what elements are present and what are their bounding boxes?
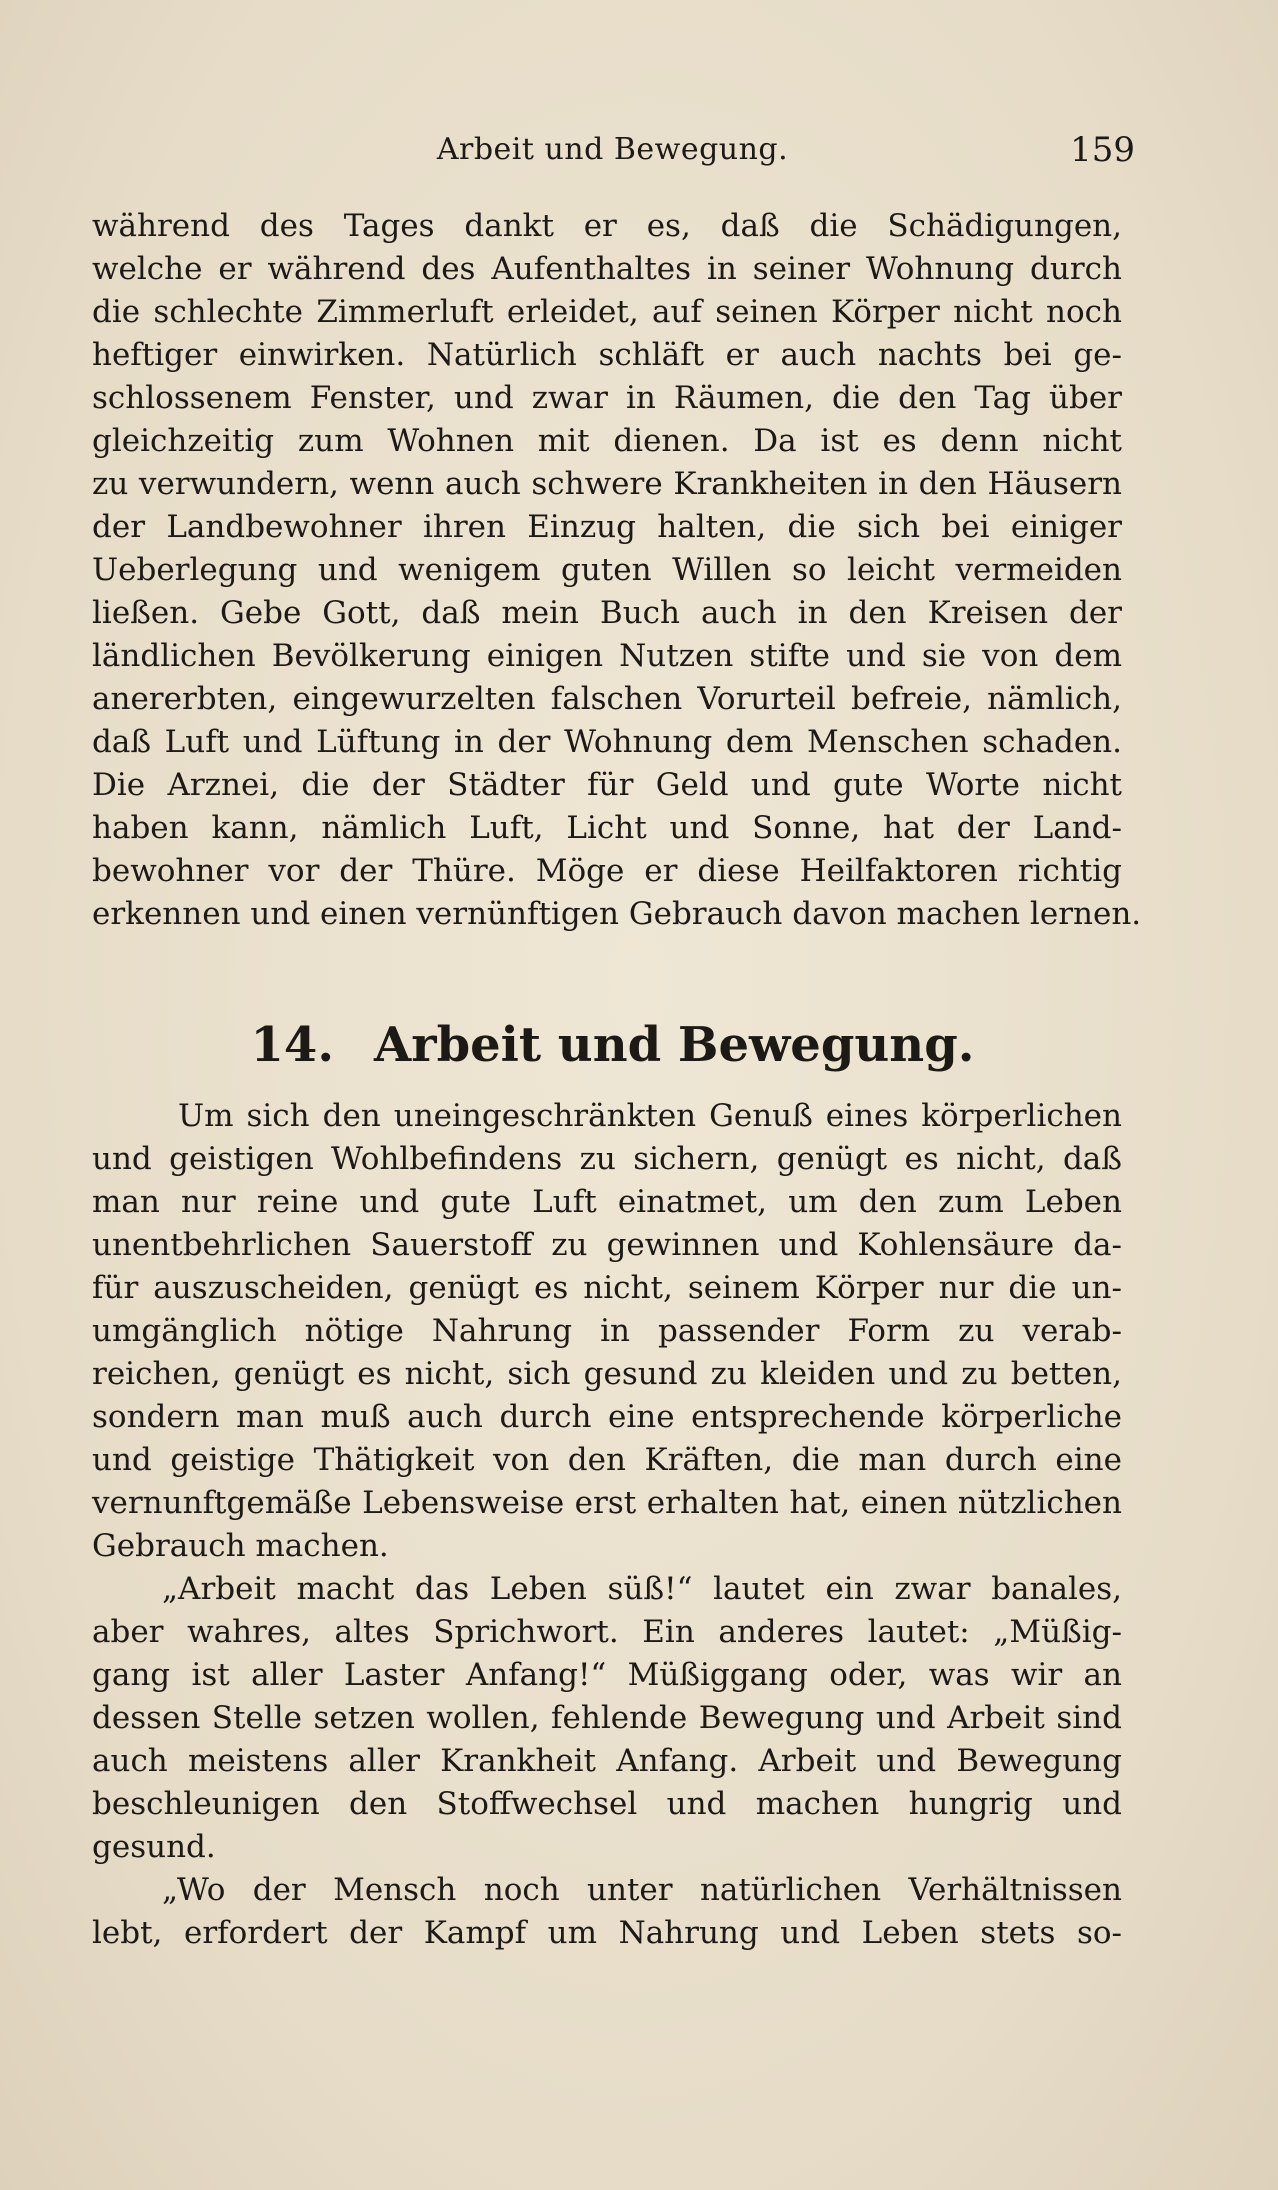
text-line: lebt, erfordert der Kampf um Nahrung und Leben stets so- — [92, 1915, 1122, 1951]
chapter-number: 14. — [250, 1017, 335, 1073]
text-line: man nur reine und gute Luft einatmet, um den zum Leben — [92, 1184, 1122, 1220]
text-line: zu verwundern, wenn auch schwere Krankheiten in den Häusern — [92, 466, 1122, 502]
text-line: reichen, genügt es nicht, sich gesund zu kleiden und zu betten, — [92, 1356, 1122, 1392]
text-line: daß Luft und Lüftung in der Wohnung dem Menschen schaden. — [92, 724, 1122, 760]
text-line: ländlichen Bevölkerung einigen Nutzen stifte und sie von dem — [92, 638, 1122, 674]
text-line: gang ist aller Laster Anfang!“ Müßiggang oder, was wir an — [92, 1657, 1122, 1693]
text-line: gesund. — [92, 1829, 216, 1865]
text-line: anererbten, eingewurzelten falschen Vorurteil befreie, nämlich, — [92, 681, 1122, 717]
text-line: umgänglich nötige Nahrung in passender Form zu verab- — [92, 1313, 1122, 1349]
text-line: „Wo der Mensch noch unter natürlichen Verhältnissen — [162, 1872, 1122, 1908]
text-line: auch meistens aller Krankheit Anfang. Arbeit und Bewegung — [92, 1743, 1122, 1779]
text-line: dessen Stelle setzen wollen, fehlende Bewegung und Arbeit sind — [92, 1700, 1122, 1736]
text-line: aber wahres, altes Sprichwort. Ein anderes lautet: „Müßig- — [92, 1614, 1122, 1650]
text-line: und geistigen Wohlbefindens zu sichern, genügt es nicht, daß — [92, 1141, 1122, 1177]
chapter-title: Arbeit und Bewegung. — [374, 1017, 975, 1073]
chapter-body — [92, 1095, 1122, 1955]
running-head — [90, 125, 1135, 175]
text-line: gleichzeitig zum Wohnen mit dienen. Da ist es denn nicht — [92, 423, 1122, 459]
text-line: heftiger einwirken. Natürlich schläft er auch nachts bei ge- — [92, 337, 1122, 373]
text-line: bewohner vor der Thüre. Möge er diese Heilfaktoren richtig — [92, 853, 1122, 889]
text-line: Ueberlegung und wenigem guten Willen so leicht vermeiden — [92, 552, 1122, 588]
text-line: die schlechte Zimmerluft erleidet, auf seinen Körper nicht noch — [92, 294, 1122, 330]
page-number: 159 — [1070, 130, 1135, 170]
text-line: und geistige Thätigkeit von den Kräften, die man durch eine — [92, 1442, 1122, 1478]
text-line: erkennen und einen vernünftigen Gebrauch davon machen lernen. — [92, 896, 1142, 932]
text-line: schlossenem Fenster, und zwar in Räumen, die den Tag über — [92, 380, 1122, 416]
text-line: für auszuscheiden, genügt es nicht, seinem Körper nur die un- — [92, 1270, 1122, 1306]
text-line: sondern man muß auch durch eine entsprechende körperliche — [92, 1399, 1122, 1435]
text-line: beschleunigen den Stoffwechsel und machen hungrig und — [92, 1786, 1122, 1822]
text-line: welche er während des Aufenthaltes in seiner Wohnung durch — [92, 251, 1122, 287]
text-line: ließen. Gebe Gott, daß mein Buch auch in den Kreisen der — [92, 595, 1122, 631]
continuation-paragraph — [92, 205, 1142, 936]
text-line: vernunftgemäße Lebensweise erst erhalten hat, einen nützlichen — [92, 1485, 1122, 1521]
text-line: während des Tages dankt er es, daß die Schädigungen, — [92, 208, 1122, 244]
chapter-heading — [90, 1010, 1135, 1080]
text-line: Die Arznei, die der Städter für Geld und gute Worte nicht — [92, 767, 1122, 803]
running-title: Arbeit und Bewegung. — [436, 132, 789, 167]
text-line: „Arbeit macht das Leben süß!“ lautet ein zwar banales, — [162, 1571, 1122, 1607]
text-line: haben kann, nämlich Luft, Licht und Sonne, hat der Land- — [92, 810, 1122, 846]
text-line: der Landbewohner ihren Einzug halten, die sich bei einiger — [92, 509, 1122, 545]
text-line: unentbehrlichen Sauerstoff zu gewinnen und Kohlensäure da- — [92, 1227, 1122, 1263]
text-line: Gebrauch machen. — [92, 1528, 389, 1564]
text-line: Um sich den uneingeschränkten Genuß eines körperlichen — [178, 1098, 1122, 1134]
